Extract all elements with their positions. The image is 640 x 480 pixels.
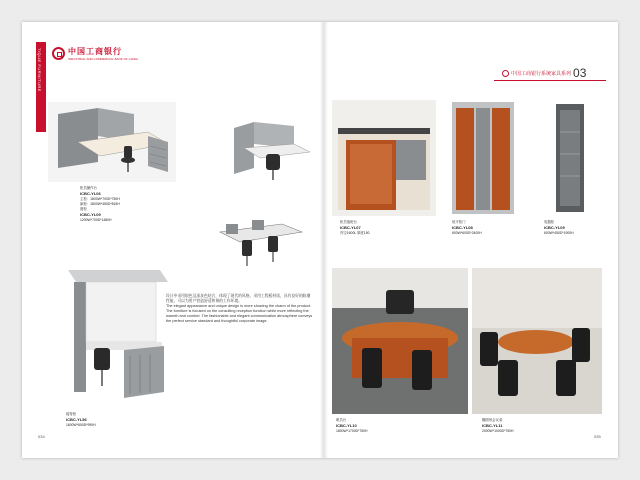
series-logo-icon xyxy=(502,70,509,77)
caption-teller-title: 柜员操作台 xyxy=(80,186,97,190)
photo-staff-desk xyxy=(332,268,468,414)
caption-teller-line1: 主柜：1800W*700D*750H xyxy=(80,197,120,201)
caption-staff-size: 1800W*1700D*750H xyxy=(336,429,368,433)
caption-duty xyxy=(340,220,369,236)
series-title: 中国工商银行系统家具系列 xyxy=(511,70,572,77)
logo-en-text: INDUSTRIAL AND COMMERCIAL BANK OF CHINA xyxy=(68,57,138,61)
caption-teller-extra-title: 窗柜 xyxy=(80,207,87,211)
photo-cubicle xyxy=(224,108,320,188)
caption-reception-size: 1600W*600D*990H xyxy=(66,423,96,427)
series-number: 03 xyxy=(573,66,587,80)
brochure-spread xyxy=(22,22,618,458)
logo-cn-text: 中国工商银行 xyxy=(68,47,122,56)
page-fold xyxy=(320,22,328,458)
caption-electrical-code: ICBC-YL09 xyxy=(544,225,565,230)
description-en: The elegant appearance and unique design is more showing the charm of the product. The furniture is focused on the consulting reception function while more reflecting the warmth and comfort. The fashionable and elegant communication atmosphere conveys the perfect service standard and thoughtful corporate image. xyxy=(166,304,313,323)
icbc-logo-icon xyxy=(52,47,65,60)
caption-reception xyxy=(66,412,96,428)
description-cn: 设计中采用银色及深灰色结合，体现了现代的风格。采用工程板材质，具有良好的防潮性能，可以为用户营造舒适和谐的工作环境。 xyxy=(166,294,311,303)
side-tab xyxy=(36,42,46,132)
caption-reception-title: 接待柜 xyxy=(66,412,77,416)
photo-meeting-table xyxy=(472,268,602,414)
caption-staff-title: 职员台 xyxy=(336,418,347,422)
caption-cabinet-door-title: 低平柜门 xyxy=(452,220,466,224)
icbc-logo xyxy=(52,46,138,61)
caption-cabinet-door-size: 600W*600D*2400H xyxy=(452,231,482,235)
caption-meeting-title: 椭圆形会议桌 xyxy=(482,418,503,422)
photo-duty-station xyxy=(332,100,436,216)
caption-reception-code: ICBC-YL56 xyxy=(66,417,87,422)
caption-teller xyxy=(80,186,120,223)
caption-meeting-code: ICBC-YL11 xyxy=(482,423,503,428)
caption-cabinet-door xyxy=(452,220,482,236)
caption-duty-size: 内空1600L 厚度150 xyxy=(340,231,370,235)
caption-teller-extra-line: 1200W*700D*1480H xyxy=(80,218,112,222)
page-number-left: 034 xyxy=(38,434,45,439)
photo-teller-workstation xyxy=(48,102,176,182)
caption-electrical xyxy=(544,220,574,236)
caption-staff xyxy=(336,418,367,434)
photo-electrical-cabinet xyxy=(552,102,588,214)
description-text xyxy=(166,294,314,324)
series-underline xyxy=(494,80,606,81)
caption-cabinet-door-code: ICBC-YL08 xyxy=(452,225,473,230)
caption-electrical-title: 电器柜 xyxy=(544,220,555,224)
caption-meeting xyxy=(482,418,513,434)
caption-duty-title: 柜员值班台 xyxy=(340,220,357,224)
caption-meeting-size: 2000W*1000D*750H xyxy=(482,429,514,433)
side-tab-label: TIQUE FURNITURE xyxy=(37,48,42,92)
caption-electrical-size: 600W*450D*1900H xyxy=(544,231,574,235)
caption-duty-code: ICBC-YL07 xyxy=(340,225,361,230)
photo-bench-desk xyxy=(212,214,308,274)
caption-teller-extra-code: ICBC-YL09 xyxy=(80,212,101,217)
caption-teller-line2: 副柜：1800W*450D*815H xyxy=(80,202,120,206)
page-number-right: 035 xyxy=(594,434,601,439)
series-header xyxy=(502,66,586,80)
caption-staff-code: ICBC-YL10 xyxy=(336,423,357,428)
photo-reception-counter xyxy=(64,262,168,408)
photo-cabinet-door xyxy=(448,100,518,216)
caption-teller-code: ICBC-YL06 xyxy=(80,191,101,196)
